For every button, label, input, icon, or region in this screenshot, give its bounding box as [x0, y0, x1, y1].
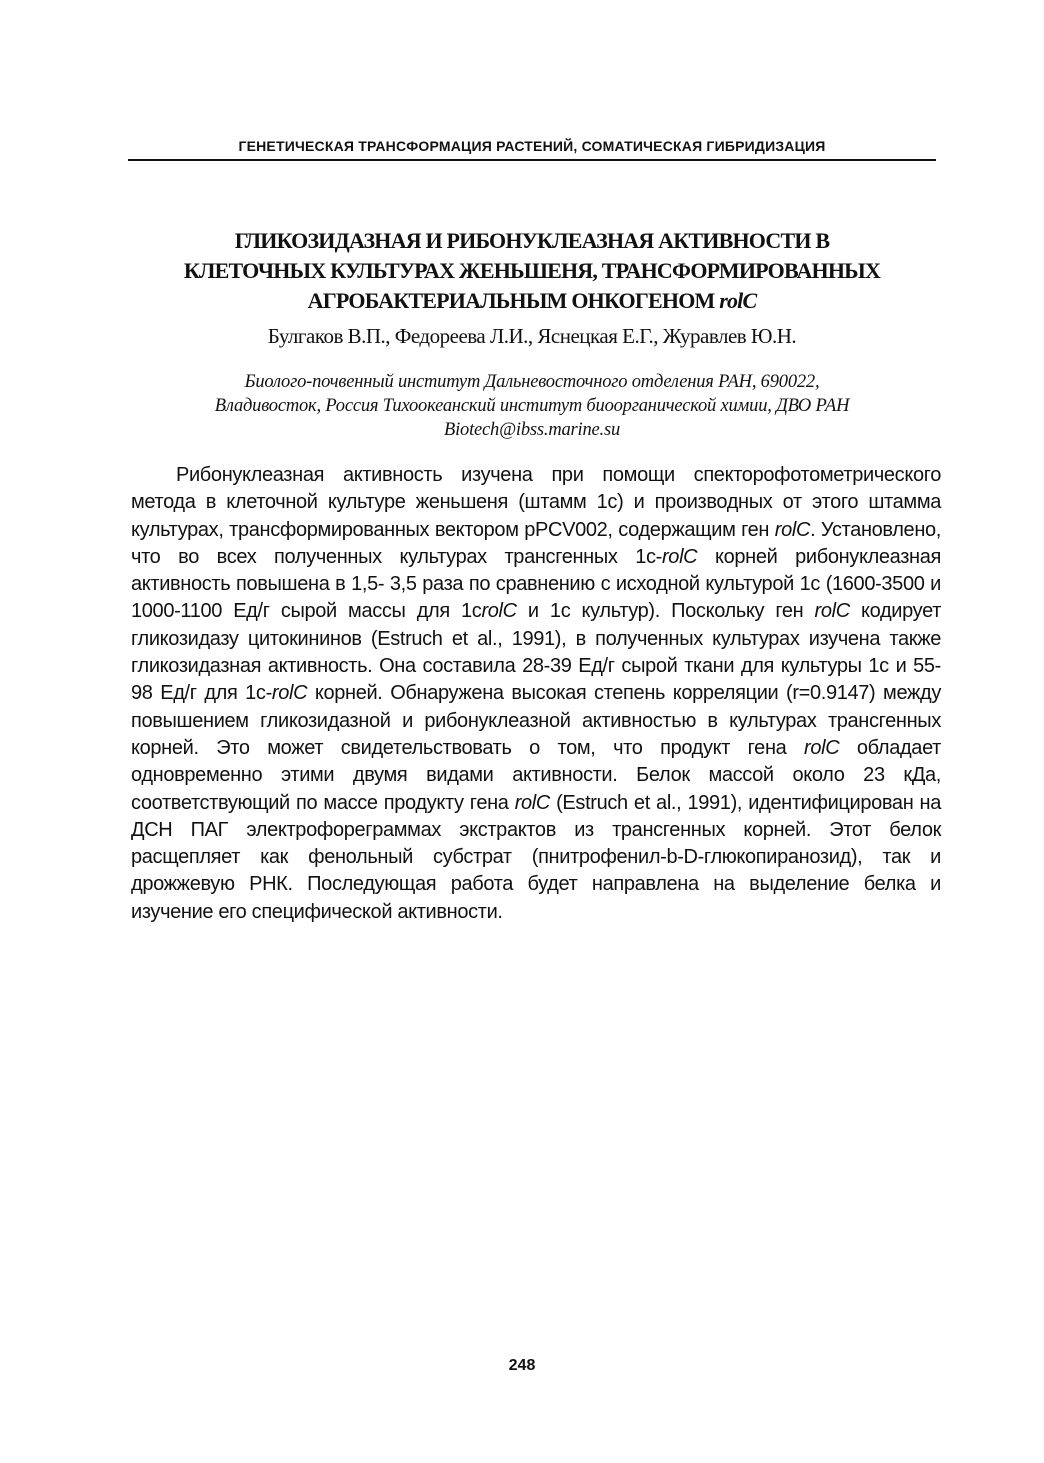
- running-head: ГЕНЕТИЧЕСКАЯ ТРАНСФОРМАЦИЯ РАСТЕНИЙ, СОМАТИЧЕСКАЯ ГИБРИДИЗАЦИЯ: [238, 138, 826, 154]
- page-number: 248: [508, 1357, 536, 1374]
- abstract-paragraph: [131, 462, 941, 926]
- abstract-segment: . Установлено, что во всех полученных культурах трансгенных 1с-: [131, 518, 942, 568]
- affiliation-line-2: Владивосток, Россия Тихоокеанский институт биоорганической химии, ДВО РАН: [214, 396, 850, 416]
- abstract-segment: корней рибонуклеазная активность повышена в 1,5- 3,5 раза по сравнению с исходной культурой 1с (1600-3500 и 1000-1100 Ед/г сырой массы для 1с: [131, 545, 941, 623]
- title-line-3: [120, 286, 944, 316]
- gene-name: rolC: [661, 545, 698, 568]
- title-line-1: ГЛИКОЗИДАЗНАЯ И РИБОНУКЛЕАЗНАЯ АКТИВНОСТИ В: [234, 228, 830, 253]
- header-rule: [128, 159, 936, 161]
- article-title: [120, 226, 944, 316]
- authors: Булгаков В.П., Федореева Л.И., Яснецкая Е.Г., Журавлев Ю.Н.: [267, 324, 797, 348]
- abstract-segment: (Estruch et al., 1991), идентифицирован на ДСН ПАГ электрофореграммах экстрактов из трансгенных корней. Этот белок расщепляет как фенольный субстрат (пнитрофенил-b-D-глюкопиранозид), так и дрожжевую РНК. Последующая работа будет направлена на выделение белка и изучение его специфической активности.: [131, 791, 941, 923]
- affiliation: [110, 370, 954, 442]
- affiliation-line-1: Биолого-почвенный институт Дальневосточного отделения РАН, 690022,: [244, 372, 820, 392]
- gene-name: rolC: [514, 791, 550, 814]
- abstract-segment: обладает одновременно этими двумя видами активности. Белок массой около 23 кДа, соответствующий по массе продукту гена: [131, 736, 941, 814]
- abstract-segment: кодирует гликозидазу цитокининов (Estruch et al., 1991), в полученных культурах изучена также гликозидазная активность. Она составила 28-39 Ед/г сырой ткани для культуры 1с и 55-98 Ед/г для 1с-: [131, 600, 942, 705]
- gene-name: rolC: [271, 682, 308, 705]
- abstract-segment: корней. Обнаружена высокая степень корреляции (r=0.9147) между повышением гликозидазной и рибонуклеазной активностью в культурах трансгенных корней. Это может свидетельствовать о том, что продукт гена: [131, 682, 941, 759]
- gene-name: rolC: [774, 518, 811, 541]
- title-gene-name: rolC: [719, 288, 757, 313]
- title-line-3-text: АГРОБАКТЕРИАЛЬНЫМ ОНКОГЕНОМ: [307, 288, 720, 313]
- title-line-2: КЛЕТОЧНЫХ КУЛЬТУРАХ ЖЕНЬШЕНЯ, ТРАНСФОРМИРОВАННЫХ: [183, 258, 881, 283]
- abstract-segment: Рибонуклеазная активность изучена при помощи спекторофотометрического метода в клеточной культуре женьшеня (штамм 1с) и производных от этого штамма культурах, трансформированных вектором pPCV002, содержащим ген: [131, 464, 941, 541]
- gene-name: rolC: [814, 600, 850, 623]
- gene-name: rolC: [481, 600, 517, 623]
- affiliation-email: Biotech@ibss.marine.su: [443, 420, 621, 440]
- gene-name: rolC: [804, 736, 840, 759]
- abstract-segment: и 1с культур). Поскольку ген: [516, 600, 815, 623]
